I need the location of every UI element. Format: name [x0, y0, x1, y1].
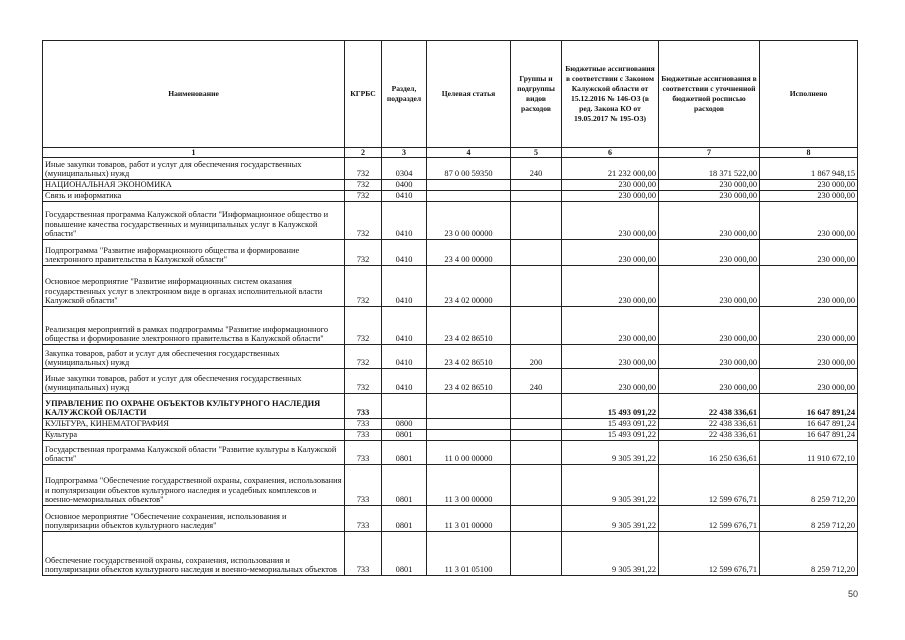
table-row [43, 180, 858, 191]
row-group-cell [511, 266, 562, 307]
row-target-cell: 23 4 02 86510 [427, 369, 511, 394]
row-executed-cell: 16 647 891,24 [760, 419, 858, 430]
row-group-cell: 240 [511, 369, 562, 394]
col-number: 2 [345, 148, 382, 158]
row-name-cell: КУЛЬТУРА, КИНЕМАТОГРАФИЯ [43, 419, 345, 430]
row-alloc-law-cell: 230 000,00 [562, 191, 659, 202]
row-group-cell [511, 419, 562, 430]
row-alloc-list-cell: 230 000,00 [659, 266, 760, 307]
row-executed-cell: 1 867 948,15 [760, 158, 858, 180]
row-kgrbs-cell: 733 [345, 430, 382, 441]
row-target-cell [427, 191, 511, 202]
row-section-cell: 0801 [382, 506, 427, 532]
row-executed-cell: 230 000,00 [760, 191, 858, 202]
row-executed-cell: 8 259 712,20 [760, 532, 858, 576]
row-name-cell: Обеспечение государственной охраны, сохранения, использования и популяризации объектов культурного наследия и военно-мемориальных объектов [43, 532, 345, 576]
row-alloc-list-cell: 22 438 336,61 [659, 394, 760, 419]
row-kgrbs-cell: 732 [345, 307, 382, 345]
table-row [43, 441, 858, 465]
row-group-cell [511, 430, 562, 441]
table-row [43, 465, 858, 506]
row-section-cell: 0801 [382, 430, 427, 441]
row-group-cell [511, 394, 562, 419]
row-group-cell [511, 202, 562, 240]
row-name-cell: Подпрограмма "Развитие информационного общества и формирование электронного правительства в Калужской области" [43, 240, 345, 266]
row-executed-cell: 230 000,00 [760, 307, 858, 345]
row-name-cell: Реализация мероприятий в рамках подпрограммы "Развитие информационного общества и формирование электронного правительства в Калужской области" [43, 307, 345, 345]
col-number: 4 [427, 148, 511, 158]
row-alloc-law-cell: 9 305 391,22 [562, 532, 659, 576]
budget-table [42, 40, 858, 576]
row-kgrbs-cell: 732 [345, 158, 382, 180]
row-name-cell: Иные закупки товаров, работ и услуг для обеспечения государственных (муниципальных) нужд [43, 158, 345, 180]
row-alloc-law-cell: 9 305 391,22 [562, 441, 659, 465]
row-name-cell: Закупка товаров, работ и услуг для обеспечения государственных (муниципальных) нужд [43, 345, 345, 369]
header-group: Группы и подгруппы видов расходов [511, 41, 562, 148]
row-group-cell [511, 307, 562, 345]
row-group-cell [511, 465, 562, 506]
row-target-cell: 87 0 00 59350 [427, 158, 511, 180]
row-alloc-list-cell: 12 599 676,71 [659, 506, 760, 532]
row-section-cell: 0410 [382, 266, 427, 307]
row-executed-cell: 16 647 891,24 [760, 394, 858, 419]
row-section-cell: 0410 [382, 307, 427, 345]
row-group-cell: 240 [511, 158, 562, 180]
row-group-cell [511, 532, 562, 576]
header-row [43, 41, 858, 148]
row-target-cell: 11 3 00 00000 [427, 465, 511, 506]
row-name-cell: Основное мероприятие "Развитие информационных систем оказания государственных услуг в электронном виде в органах исполнительной власти Калужской области" [43, 266, 345, 307]
row-alloc-law-cell: 230 000,00 [562, 345, 659, 369]
row-name-cell: Иные закупки товаров, работ и услуг для обеспечения государственных (муниципальных) нужд [43, 369, 345, 394]
row-alloc-list-cell: 12 599 676,71 [659, 465, 760, 506]
row-alloc-law-cell: 230 000,00 [562, 369, 659, 394]
row-name-cell: Культура [43, 430, 345, 441]
table-row [43, 532, 858, 576]
row-alloc-law-cell: 21 232 000,00 [562, 158, 659, 180]
row-executed-cell: 11 910 672,10 [760, 441, 858, 465]
row-target-cell [427, 180, 511, 191]
row-executed-cell: 230 000,00 [760, 369, 858, 394]
row-alloc-law-cell: 9 305 391,22 [562, 465, 659, 506]
table-row [43, 202, 858, 240]
header-section: Раздел, подраздел [382, 41, 427, 148]
table-row [43, 369, 858, 394]
row-target-cell: 11 3 01 05100 [427, 532, 511, 576]
row-alloc-list-cell: 230 000,00 [659, 191, 760, 202]
row-kgrbs-cell: 732 [345, 202, 382, 240]
row-group-cell: 200 [511, 345, 562, 369]
row-alloc-law-cell: 230 000,00 [562, 307, 659, 345]
row-section-cell: 0400 [382, 180, 427, 191]
row-executed-cell: 230 000,00 [760, 202, 858, 240]
row-alloc-law-cell: 15 493 091,22 [562, 419, 659, 430]
row-alloc-list-cell: 230 000,00 [659, 345, 760, 369]
page-number: 50 [847, 589, 858, 599]
row-kgrbs-cell: 733 [345, 465, 382, 506]
row-section-cell: 0410 [382, 202, 427, 240]
row-target-cell [427, 419, 511, 430]
row-executed-cell: 8 259 712,20 [760, 465, 858, 506]
row-alloc-law-cell: 15 493 091,22 [562, 430, 659, 441]
row-kgrbs-cell: 733 [345, 419, 382, 430]
row-alloc-law-cell: 230 000,00 [562, 266, 659, 307]
row-kgrbs-cell: 732 [345, 266, 382, 307]
row-name-cell: Связь и информатика [43, 191, 345, 202]
header-executed: Исполнено [760, 41, 858, 148]
row-alloc-law-cell: 15 493 091,22 [562, 394, 659, 419]
row-target-cell: 23 0 00 00000 [427, 202, 511, 240]
row-section-cell: 0801 [382, 465, 427, 506]
row-executed-cell: 230 000,00 [760, 266, 858, 307]
row-alloc-law-cell: 230 000,00 [562, 180, 659, 191]
row-name-cell: Основное мероприятие "Обеспечение сохранения, использования и популяризации объектов культурного наследия" [43, 506, 345, 532]
row-kgrbs-cell: 733 [345, 441, 382, 465]
row-section-cell [382, 394, 427, 419]
row-section-cell: 0410 [382, 369, 427, 394]
row-kgrbs-cell: 733 [345, 506, 382, 532]
row-executed-cell: 8 259 712,20 [760, 506, 858, 532]
row-target-cell: 11 3 01 00000 [427, 506, 511, 532]
row-alloc-list-cell: 18 371 522,00 [659, 158, 760, 180]
row-group-cell [511, 180, 562, 191]
row-group-cell [511, 441, 562, 465]
row-alloc-list-cell: 22 438 336,61 [659, 419, 760, 430]
row-name-cell: Государственная программа Калужской области "Информационное общество и повышение качества государственных и муниципальных услуг в Калужской области" [43, 202, 345, 240]
row-name-cell: УПРАВЛЕНИЕ ПО ОХРАНЕ ОБЪЕКТОВ КУЛЬТУРНОГО НАСЛЕДИЯ КАЛУЖСКОЙ ОБЛАСТИ [43, 394, 345, 419]
table-row [43, 158, 858, 180]
row-executed-cell: 230 000,00 [760, 240, 858, 266]
row-kgrbs-cell: 732 [345, 345, 382, 369]
row-section-cell: 0800 [382, 419, 427, 430]
row-alloc-list-cell: 230 000,00 [659, 180, 760, 191]
row-target-cell: 23 4 00 00000 [427, 240, 511, 266]
header-alloc-law: Бюджетные ассигнования в соответствии с Законом Калужской области от 15.12.2016 № 146-ОЗ (в ред. Закона КО от 19.05.2017 № 195-ОЗ) [562, 41, 659, 148]
row-group-cell [511, 191, 562, 202]
table-row [43, 430, 858, 441]
row-name-cell: Подпрограмма "Обеспечение государственной охраны, сохранения, использования и популяризации объектов культурного наследия и усадебных комплексов и военно-мемориальных объектов" [43, 465, 345, 506]
col-number: 3 [382, 148, 427, 158]
row-section-cell: 0801 [382, 441, 427, 465]
row-alloc-law-cell: 230 000,00 [562, 240, 659, 266]
row-executed-cell: 230 000,00 [760, 180, 858, 191]
row-name-cell: Государственная программа Калужской области "Развитие культуры в Калужской области" [43, 441, 345, 465]
col-number: 5 [511, 148, 562, 158]
table-row [43, 307, 858, 345]
row-executed-cell: 16 647 891,24 [760, 430, 858, 441]
row-kgrbs-cell: 733 [345, 394, 382, 419]
table-row [43, 394, 858, 419]
header-target: Целевая статья [427, 41, 511, 148]
row-alloc-list-cell: 230 000,00 [659, 369, 760, 394]
col-number: 6 [562, 148, 659, 158]
row-alloc-list-cell: 230 000,00 [659, 202, 760, 240]
table-row [43, 345, 858, 369]
row-kgrbs-cell: 733 [345, 532, 382, 576]
row-section-cell: 0410 [382, 240, 427, 266]
row-target-cell: 23 4 02 86510 [427, 307, 511, 345]
row-target-cell: 11 0 00 00000 [427, 441, 511, 465]
header-alloc-list: Бюджетные ассигнования в соответствии с уточненной бюджетной росписью расходов [659, 41, 760, 148]
col-number: 1 [43, 148, 345, 158]
table-row [43, 240, 858, 266]
row-alloc-law-cell: 230 000,00 [562, 202, 659, 240]
row-alloc-list-cell: 22 438 336,61 [659, 430, 760, 441]
col-number: 7 [659, 148, 760, 158]
row-alloc-list-cell: 230 000,00 [659, 240, 760, 266]
row-kgrbs-cell: 732 [345, 240, 382, 266]
row-alloc-law-cell: 9 305 391,22 [562, 506, 659, 532]
header-name: Наименование [43, 41, 345, 148]
row-target-cell: 23 4 02 00000 [427, 266, 511, 307]
row-group-cell [511, 506, 562, 532]
column-number-row [43, 148, 858, 158]
row-kgrbs-cell: 732 [345, 180, 382, 191]
row-section-cell: 0304 [382, 158, 427, 180]
col-number: 8 [760, 148, 858, 158]
row-target-cell: 23 4 02 86510 [427, 345, 511, 369]
row-executed-cell: 230 000,00 [760, 345, 858, 369]
row-name-cell: НАЦИОНАЛЬНАЯ ЭКОНОМИКА [43, 180, 345, 191]
header-kgrbs: КГРБС [345, 41, 382, 148]
table-row [43, 266, 858, 307]
row-alloc-list-cell: 16 250 636,61 [659, 441, 760, 465]
row-target-cell [427, 430, 511, 441]
row-alloc-list-cell: 12 599 676,71 [659, 532, 760, 576]
row-group-cell [511, 240, 562, 266]
row-section-cell: 0801 [382, 532, 427, 576]
row-section-cell: 0410 [382, 191, 427, 202]
table-row [43, 419, 858, 430]
row-target-cell [427, 394, 511, 419]
row-alloc-list-cell: 230 000,00 [659, 307, 760, 345]
table-row [43, 191, 858, 202]
table-row [43, 506, 858, 532]
row-kgrbs-cell: 732 [345, 369, 382, 394]
row-kgrbs-cell: 732 [345, 191, 382, 202]
row-section-cell: 0410 [382, 345, 427, 369]
